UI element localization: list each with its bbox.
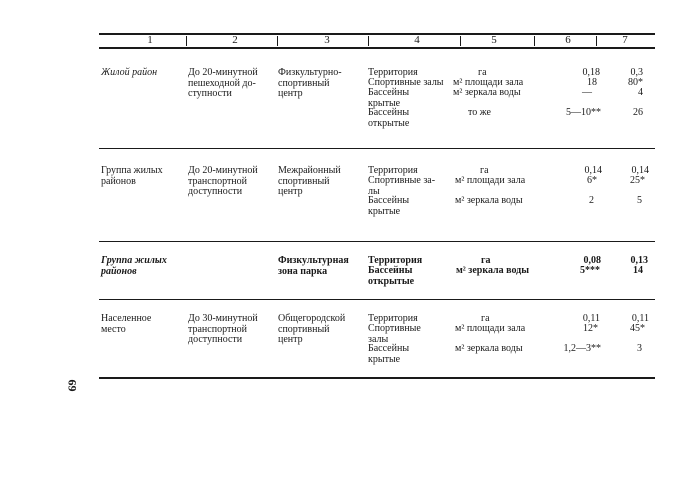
row-facility: Физкультурно- спортивный центр bbox=[278, 67, 342, 99]
column-header-4: 4 bbox=[414, 34, 420, 46]
item-value-col7: 45* bbox=[630, 323, 645, 334]
item-value-col7: 26 bbox=[633, 107, 643, 118]
item-name: Бассейны открытые bbox=[368, 265, 415, 287]
item-unit: м² зеркала воды bbox=[456, 265, 530, 276]
row-divider bbox=[99, 241, 655, 242]
item-unit: м² зеркала воды bbox=[455, 195, 523, 206]
item-unit: га bbox=[478, 67, 487, 78]
item-value-col7: 5 bbox=[637, 195, 642, 206]
item-value-col7: 80* bbox=[628, 77, 643, 88]
header-separator bbox=[534, 36, 535, 46]
header-separator bbox=[186, 36, 187, 46]
column-header-2: 2 bbox=[232, 34, 238, 46]
column-header-5: 5 bbox=[491, 34, 497, 46]
item-value-col6: 2 bbox=[589, 195, 594, 206]
row-settlement-type: Группа жилых районов bbox=[101, 255, 167, 277]
item-name: Бассейны открытые bbox=[368, 107, 410, 129]
item-value-col7: 25* bbox=[630, 175, 645, 186]
item-name: Территория bbox=[368, 67, 418, 78]
item-value-col7: 0,14 bbox=[631, 165, 649, 176]
item-value-col6: 18 bbox=[587, 77, 597, 88]
row-accessibility: До 20-минутной пешеходной до- ступности bbox=[188, 67, 258, 99]
item-value-col7: 0,13 bbox=[630, 255, 648, 266]
item-unit: га bbox=[481, 255, 491, 266]
row-divider bbox=[99, 148, 655, 149]
header-bottom-rule bbox=[99, 47, 655, 49]
page-number: 69 bbox=[65, 379, 80, 392]
item-unit: м² площади зала bbox=[455, 175, 526, 186]
item-value-col6: 0,11 bbox=[582, 313, 600, 324]
item-unit: то же bbox=[468, 107, 491, 118]
column-header-7: 7 bbox=[622, 34, 628, 46]
header-separator bbox=[460, 36, 461, 46]
item-name: Бассейны крытые bbox=[368, 343, 410, 365]
header-separator bbox=[596, 36, 597, 46]
row-accessibility: До 20-минутной транспортной доступности bbox=[188, 165, 258, 197]
item-unit: м² площади зала bbox=[455, 323, 526, 334]
item-name: Территория bbox=[368, 255, 423, 266]
item-value-col7: 4 bbox=[638, 87, 643, 98]
item-value-col6: 0,08 bbox=[583, 255, 601, 266]
item-name: Спортивные залы bbox=[368, 77, 444, 88]
item-value-col7: 0,11 bbox=[631, 313, 649, 324]
row-settlement-type: Группа жилых районов bbox=[101, 165, 163, 187]
row-settlement-type: Жилой район bbox=[101, 67, 158, 78]
column-header-6: 6 bbox=[565, 34, 571, 46]
item-unit: м² площади зала bbox=[453, 77, 524, 88]
item-value-col6: — bbox=[582, 87, 592, 98]
table-bottom-rule bbox=[99, 377, 655, 379]
header-separator bbox=[368, 36, 369, 46]
item-value-col6: 1,2—3** bbox=[563, 343, 601, 354]
item-unit: га bbox=[480, 165, 489, 176]
row-accessibility: До 30-минутной транспортной доступности bbox=[188, 313, 258, 345]
column-header-3: 3 bbox=[324, 34, 330, 46]
item-name: Спортивные за- лы bbox=[368, 175, 436, 197]
item-value-col7: 14 bbox=[633, 265, 643, 276]
row-facility: Физкультурная зона парка bbox=[278, 255, 349, 277]
item-value-col7: 3 bbox=[637, 343, 642, 354]
item-value-col6: 0,18 bbox=[582, 67, 600, 78]
item-name: Бассейны крытые bbox=[368, 87, 410, 109]
item-name: Территория bbox=[368, 313, 418, 324]
item-unit: м² зеркала воды bbox=[455, 343, 523, 354]
item-unit: м² зеркала воды bbox=[453, 87, 521, 98]
item-value-col6: 5*** bbox=[580, 265, 600, 276]
item-name: Территория bbox=[368, 165, 418, 176]
row-divider bbox=[99, 299, 655, 300]
item-value-col6: 6* bbox=[587, 175, 597, 186]
item-value-col6: 12* bbox=[583, 323, 598, 334]
item-value-col7: 0,3 bbox=[630, 67, 643, 78]
header-separator bbox=[277, 36, 278, 46]
row-facility: Межрайонный спортивный центр bbox=[278, 165, 341, 197]
item-value-col6: 0,14 bbox=[584, 165, 602, 176]
item-name: Спортивные залы bbox=[368, 323, 421, 345]
item-name: Бассейны крытые bbox=[368, 195, 410, 217]
row-facility: Общегородской спортивный центр bbox=[278, 313, 346, 345]
item-unit: га bbox=[481, 313, 490, 324]
row-settlement-type: Населенное место bbox=[101, 313, 152, 335]
item-value-col6: 5—10** bbox=[566, 107, 601, 118]
column-header-1: 1 bbox=[147, 34, 153, 46]
